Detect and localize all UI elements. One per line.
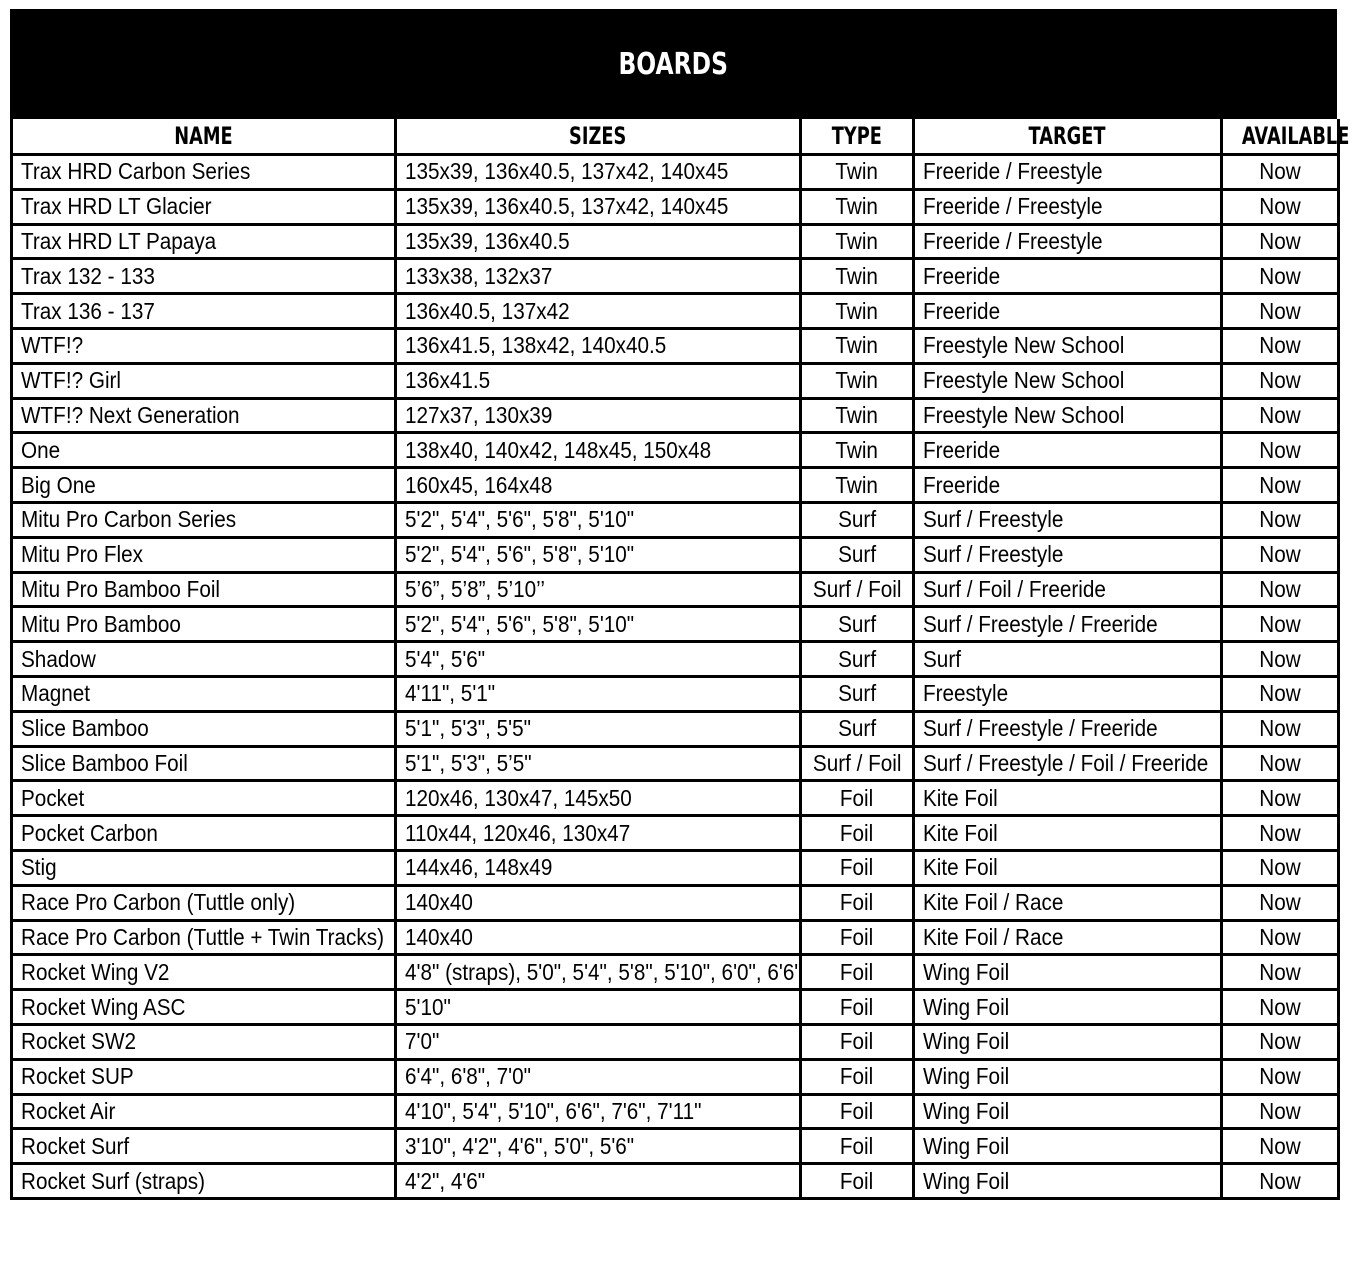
cell-available: Now	[1222, 607, 1339, 642]
cell-type: Foil	[801, 990, 914, 1025]
cell-name: Pocket	[12, 781, 396, 816]
table-row	[12, 224, 1339, 259]
cell-type: Foil	[801, 1024, 914, 1059]
cell-sizes: 5'10"	[396, 990, 801, 1025]
table-row	[12, 885, 1339, 920]
cell-name: Magnet	[12, 676, 396, 711]
cell-sizes: 120x46, 130x47, 145x50	[396, 781, 801, 816]
cell-sizes: 4'11", 5'1"	[396, 676, 801, 711]
cell-sizes: 5’6”, 5’8”, 5’10’’	[396, 572, 801, 607]
table-row	[12, 433, 1339, 468]
cell-target: Wing Foil	[914, 1164, 1222, 1199]
cell-name: Rocket Surf (straps)	[12, 1164, 396, 1199]
cell-available: Now	[1222, 1024, 1339, 1059]
cell-type: Foil	[801, 920, 914, 955]
cell-type: Twin	[801, 259, 914, 294]
cell-target: Kite Foil / Race	[914, 885, 1222, 920]
cell-type: Surf / Foil	[801, 572, 914, 607]
cell-available: Now	[1222, 676, 1339, 711]
cell-sizes: 5'2", 5'4", 5'6", 5'8", 5'10"	[396, 607, 801, 642]
cell-available: Now	[1222, 920, 1339, 955]
cell-sizes: 136x40.5, 137x42	[396, 294, 801, 329]
cell-name: Big One	[12, 468, 396, 503]
cell-target: Surf / Freestyle / Freeride	[914, 711, 1222, 746]
cell-type: Twin	[801, 363, 914, 398]
cell-target: Kite Foil	[914, 781, 1222, 816]
cell-target: Freeride	[914, 468, 1222, 503]
title-bar	[10, 9, 1337, 119]
column-header-type: TYPE	[801, 119, 914, 155]
cell-sizes: 5'4", 5'6"	[396, 642, 801, 677]
cell-sizes: 160x45, 164x48	[396, 468, 801, 503]
cell-available: Now	[1222, 433, 1339, 468]
cell-target: Surf / Foil / Freeride	[914, 572, 1222, 607]
cell-target: Wing Foil	[914, 955, 1222, 990]
cell-name: Slice Bamboo Foil	[12, 746, 396, 781]
cell-sizes: 135x39, 136x40.5, 137x42, 140x45	[396, 189, 801, 224]
table-row	[12, 537, 1339, 572]
cell-type: Surf	[801, 676, 914, 711]
cell-name: WTF!?	[12, 328, 396, 363]
cell-available: Now	[1222, 572, 1339, 607]
cell-type: Surf	[801, 607, 914, 642]
cell-available: Now	[1222, 1094, 1339, 1129]
table-row	[12, 920, 1339, 955]
cell-name: Stig	[12, 850, 396, 885]
cell-sizes: 5'1", 5'3", 5’5"	[396, 746, 801, 781]
cell-name: Trax HRD Carbon Series	[12, 155, 396, 190]
cell-available: Now	[1222, 537, 1339, 572]
cell-type: Surf	[801, 502, 914, 537]
cell-name: One	[12, 433, 396, 468]
cell-sizes: 110x44, 120x46, 130x47	[396, 816, 801, 851]
cell-name: WTF!? Girl	[12, 363, 396, 398]
cell-target: Freestyle	[914, 676, 1222, 711]
column-header-sizes: SIZES	[396, 119, 801, 155]
cell-target: Kite Foil	[914, 816, 1222, 851]
cell-type: Twin	[801, 294, 914, 329]
table-row	[12, 955, 1339, 990]
cell-type: Foil	[801, 781, 914, 816]
cell-sizes: 138x40, 140x42, 148x45, 150x48	[396, 433, 801, 468]
cell-target: Freeride / Freestyle	[914, 224, 1222, 259]
cell-available: Now	[1222, 155, 1339, 190]
cell-available: Now	[1222, 1164, 1339, 1199]
cell-sizes: 136x41.5, 138x42, 140x40.5	[396, 328, 801, 363]
cell-sizes: 4'2", 4'6"	[396, 1164, 801, 1199]
cell-sizes: 135x39, 136x40.5, 137x42, 140x45	[396, 155, 801, 190]
cell-type: Twin	[801, 468, 914, 503]
table-row	[12, 781, 1339, 816]
cell-type: Twin	[801, 433, 914, 468]
cell-target: Freestyle New School	[914, 363, 1222, 398]
cell-name: Mitu Pro Carbon Series	[12, 502, 396, 537]
cell-name: Slice Bamboo	[12, 711, 396, 746]
cell-type: Foil	[801, 816, 914, 851]
cell-target: Wing Foil	[914, 1024, 1222, 1059]
column-header-target: TARGET	[914, 119, 1222, 155]
cell-name: Trax 136 - 137	[12, 294, 396, 329]
cell-target: Surf	[914, 642, 1222, 677]
table-row	[12, 711, 1339, 746]
table-row	[12, 468, 1339, 503]
cell-type: Twin	[801, 155, 914, 190]
cell-available: Now	[1222, 502, 1339, 537]
cell-name: Mitu Pro Bamboo	[12, 607, 396, 642]
cell-target: Wing Foil	[914, 1129, 1222, 1164]
table-row	[12, 850, 1339, 885]
cell-type: Surf	[801, 642, 914, 677]
cell-name: Rocket Wing V2	[12, 955, 396, 990]
cell-name: Mitu Pro Bamboo Foil	[12, 572, 396, 607]
table-row	[12, 816, 1339, 851]
table-row	[12, 189, 1339, 224]
cell-available: Now	[1222, 746, 1339, 781]
cell-target: Wing Foil	[914, 1094, 1222, 1129]
cell-available: Now	[1222, 816, 1339, 851]
column-header-name: NAME	[12, 119, 396, 155]
table-row	[12, 328, 1339, 363]
cell-available: Now	[1222, 990, 1339, 1025]
cell-type: Surf / Foil	[801, 746, 914, 781]
cell-target: Freeride	[914, 294, 1222, 329]
cell-sizes: 135x39, 136x40.5	[396, 224, 801, 259]
cell-available: Now	[1222, 711, 1339, 746]
cell-sizes: 4'8" (straps), 5'0", 5'4", 5'8", 5'10", 6'0", 6'6"	[396, 955, 801, 990]
boards-table	[10, 119, 1350, 1200]
cell-available: Now	[1222, 781, 1339, 816]
cell-target: Freestyle New School	[914, 398, 1222, 433]
table-row	[12, 1094, 1339, 1129]
cell-sizes: 4'10", 5'4", 5'10", 6'6", 7'6", 7'11"	[396, 1094, 801, 1129]
cell-name: Rocket SW2	[12, 1024, 396, 1059]
cell-sizes: 127x37, 130x39	[396, 398, 801, 433]
cell-name: WTF!? Next Generation	[12, 398, 396, 433]
table-row	[12, 1059, 1339, 1094]
cell-name: Trax 132 - 133	[12, 259, 396, 294]
table-row	[12, 572, 1339, 607]
cell-name: Mitu Pro Flex	[12, 537, 396, 572]
cell-available: Now	[1222, 642, 1339, 677]
cell-type: Surf	[801, 537, 914, 572]
table-body	[12, 155, 1339, 1199]
cell-target: Surf / Freestyle / Freeride	[914, 607, 1222, 642]
cell-sizes: 133x38, 132x37	[396, 259, 801, 294]
cell-type: Twin	[801, 189, 914, 224]
header-row	[12, 119, 1339, 155]
cell-target: Freeride	[914, 433, 1222, 468]
cell-name: Pocket Carbon	[12, 816, 396, 851]
cell-target: Freeride / Freestyle	[914, 155, 1222, 190]
cell-available: Now	[1222, 1129, 1339, 1164]
cell-name: Trax HRD LT Papaya	[12, 224, 396, 259]
table-row	[12, 676, 1339, 711]
cell-name: Shadow	[12, 642, 396, 677]
cell-type: Twin	[801, 224, 914, 259]
cell-type: Foil	[801, 1164, 914, 1199]
table-row	[12, 259, 1339, 294]
cell-sizes: 3'10", 4'2", 4'6", 5'0", 5'6"	[396, 1129, 801, 1164]
cell-available: Now	[1222, 259, 1339, 294]
cell-name: Rocket Surf	[12, 1129, 396, 1164]
cell-available: Now	[1222, 1059, 1339, 1094]
cell-name: Rocket Wing ASC	[12, 990, 396, 1025]
cell-name: Race Pro Carbon (Tuttle + Twin Tracks)	[12, 920, 396, 955]
cell-available: Now	[1222, 468, 1339, 503]
cell-available: Now	[1222, 955, 1339, 990]
cell-available: Now	[1222, 294, 1339, 329]
cell-sizes: 6'4", 6'8", 7'0"	[396, 1059, 801, 1094]
cell-sizes: 136x41.5	[396, 363, 801, 398]
cell-type: Foil	[801, 1059, 914, 1094]
cell-available: Now	[1222, 398, 1339, 433]
cell-sizes: 144x46, 148x49	[396, 850, 801, 885]
page-title: BOARDS	[618, 46, 729, 82]
cell-sizes: 5'1", 5'3", 5'5"	[396, 711, 801, 746]
table-row	[12, 294, 1339, 329]
cell-available: Now	[1222, 363, 1339, 398]
cell-type: Surf	[801, 711, 914, 746]
cell-target: Freestyle New School	[914, 328, 1222, 363]
cell-available: Now	[1222, 328, 1339, 363]
table-row	[12, 1024, 1339, 1059]
cell-available: Now	[1222, 224, 1339, 259]
cell-type: Twin	[801, 398, 914, 433]
table-row	[12, 398, 1339, 433]
cell-sizes: 140x40	[396, 920, 801, 955]
cell-type: Foil	[801, 850, 914, 885]
table-row	[12, 642, 1339, 677]
cell-target: Freeride / Freestyle	[914, 189, 1222, 224]
cell-name: Rocket SUP	[12, 1059, 396, 1094]
table-row	[12, 502, 1339, 537]
cell-available: Now	[1222, 850, 1339, 885]
table-row	[12, 1164, 1339, 1199]
table-row	[12, 990, 1339, 1025]
cell-type: Foil	[801, 885, 914, 920]
cell-target: Wing Foil	[914, 1059, 1222, 1094]
cell-sizes: 5'2", 5'4", 5'6", 5'8", 5'10"	[396, 502, 801, 537]
cell-target: Kite Foil	[914, 850, 1222, 885]
table-row	[12, 363, 1339, 398]
table-row	[12, 607, 1339, 642]
cell-target: Freeride	[914, 259, 1222, 294]
cell-available: Now	[1222, 885, 1339, 920]
cell-name: Rocket Air	[12, 1094, 396, 1129]
cell-sizes: 140x40	[396, 885, 801, 920]
table-row	[12, 746, 1339, 781]
cell-target: Surf / Freestyle	[914, 502, 1222, 537]
cell-type: Foil	[801, 1129, 914, 1164]
cell-name: Race Pro Carbon (Tuttle only)	[12, 885, 396, 920]
cell-target: Surf / Freestyle / Foil / Freeride	[914, 746, 1222, 781]
cell-type: Foil	[801, 1094, 914, 1129]
cell-available: Now	[1222, 189, 1339, 224]
cell-target: Surf / Freestyle	[914, 537, 1222, 572]
column-header-available: AVAILABLE	[1222, 119, 1339, 155]
cell-type: Twin	[801, 328, 914, 363]
cell-type: Foil	[801, 955, 914, 990]
cell-target: Wing Foil	[914, 990, 1222, 1025]
cell-target: Kite Foil / Race	[914, 920, 1222, 955]
boards-sheet	[10, 9, 1350, 1200]
table-row	[12, 155, 1339, 190]
cell-sizes: 5'2", 5'4", 5'6", 5'8", 5'10"	[396, 537, 801, 572]
cell-sizes: 7'0"	[396, 1024, 801, 1059]
table-row	[12, 1129, 1339, 1164]
cell-name: Trax HRD LT Glacier	[12, 189, 396, 224]
